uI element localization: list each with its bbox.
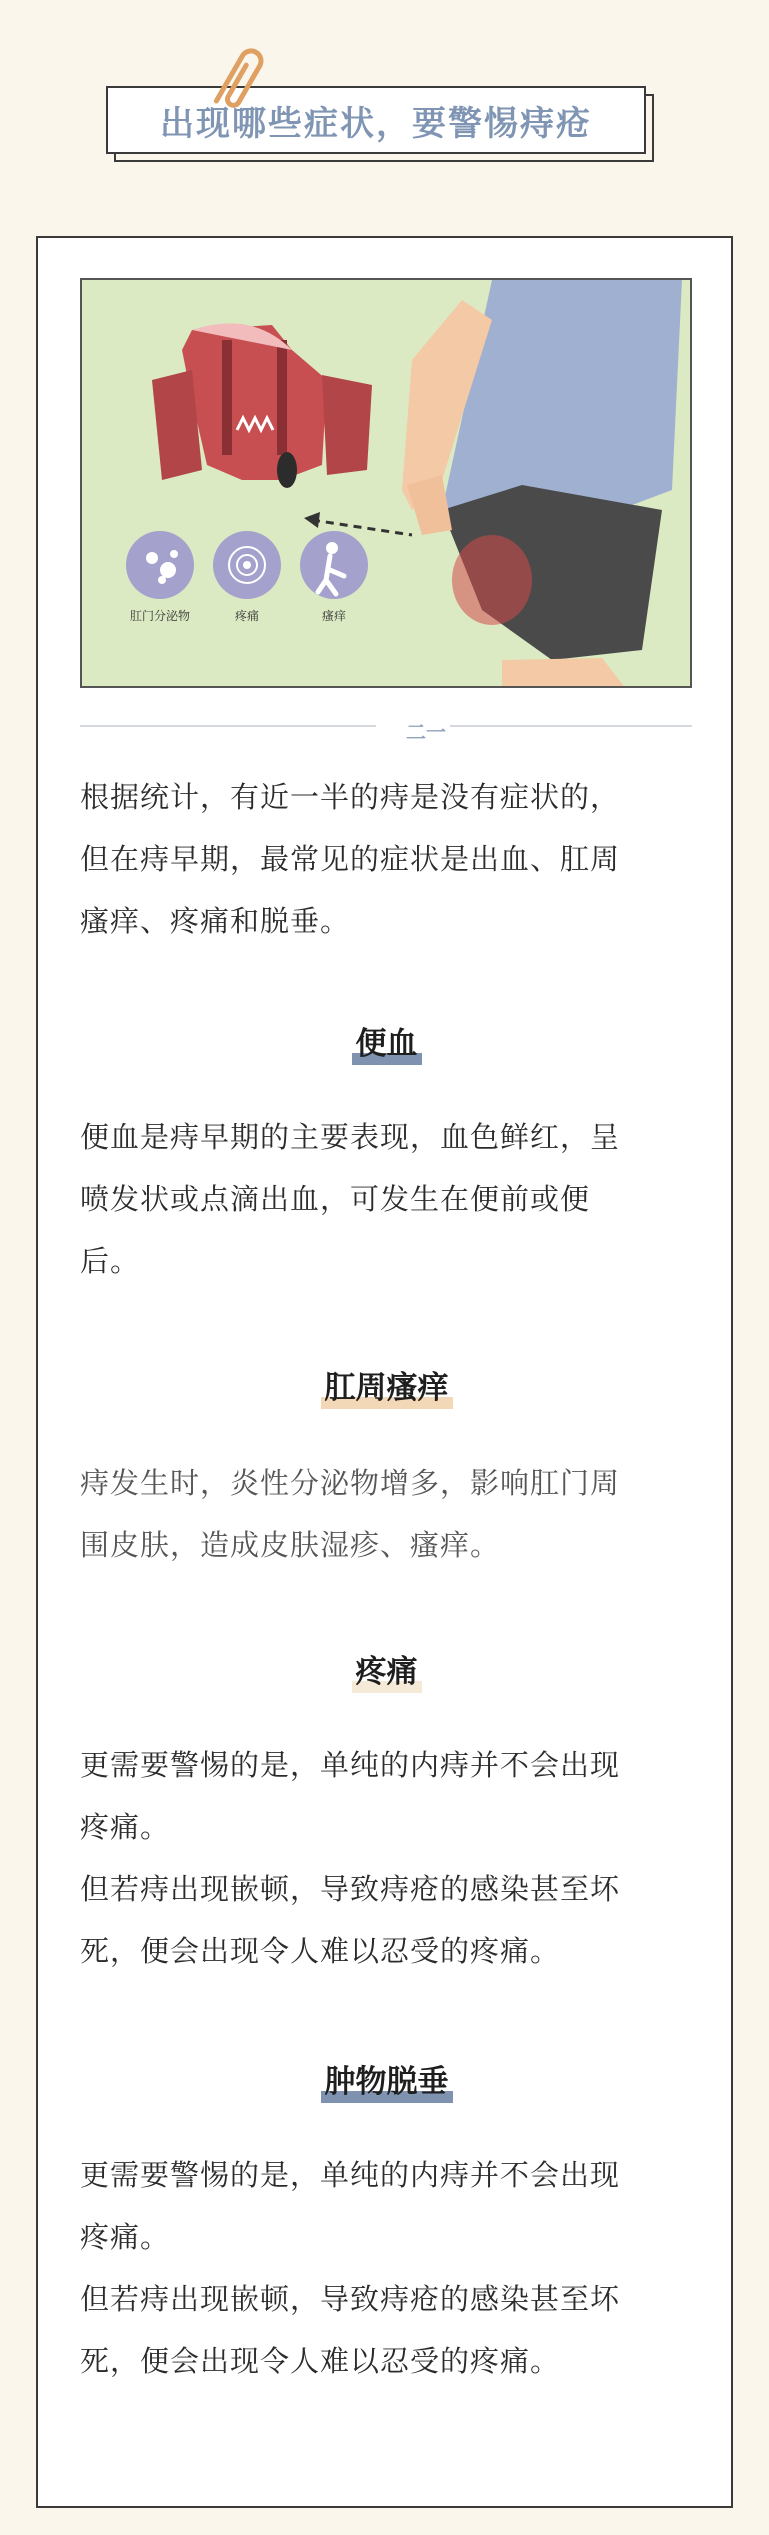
section-heading-itch	[38, 1362, 735, 1407]
text-line: 死，便会出现令人难以忍受的疼痛。	[80, 1934, 561, 1968]
illustration-svg	[82, 280, 692, 688]
svg-text:瘙痒: 瘙痒	[321, 609, 347, 623]
section-heading-blood	[38, 1018, 735, 1063]
content-card	[36, 236, 733, 2508]
symptom-illustration	[80, 278, 692, 688]
section-paragraph-blood	[80, 1106, 700, 1292]
heading-text: 便血	[352, 1018, 422, 1063]
divider-mark: 二一	[406, 720, 446, 744]
heading-text: 肿物脱垂	[321, 2056, 453, 2101]
section-paragraph-prolapse	[80, 2144, 700, 2392]
heading-text: 肛周瘙痒	[321, 1362, 453, 1407]
text-line: 疼痛。	[80, 1810, 171, 1844]
text-line: 但在痔早期，最常见的症状是出血、肛周	[80, 842, 621, 876]
title-banner	[106, 86, 656, 164]
text-line: 但若痔出现嵌顿，导致痔疮的感染甚至坏	[80, 1872, 621, 1906]
section-heading-prolapse	[38, 2056, 735, 2101]
text-line: 围皮肤，造成皮肤湿疹、瘙痒。	[80, 1528, 501, 1562]
section-paragraph-itch	[80, 1452, 700, 1576]
text-line: 便血是痔早期的主要表现，血色鲜红，呈	[80, 1120, 621, 1154]
symptom-icon-secretion	[126, 531, 194, 623]
text-line: 喷发状或点滴出血，可发生在便前或便	[80, 1182, 591, 1216]
text-line: 但若痔出现嵌顿，导致痔疮的感染甚至坏	[80, 2282, 621, 2316]
svg-text:疼痛: 疼痛	[234, 609, 260, 623]
text-line: 瘙痒、疼痛和脱垂。	[80, 904, 351, 938]
text-line: 后。	[80, 1244, 141, 1278]
section-paragraph-pain	[80, 1734, 700, 1982]
text-line: 更需要警惕的是，单纯的内痔并不会出现	[80, 1748, 621, 1782]
section-divider	[80, 716, 692, 744]
title-box	[106, 86, 646, 154]
intro-paragraph	[80, 766, 700, 952]
heading-text: 疼痛	[352, 1646, 422, 1691]
text-line: 疼痛。	[80, 2220, 171, 2254]
text-line: 痔发生时，炎性分泌物增多，影响肛门周	[80, 1466, 621, 1500]
page-title: 出现哪些症状，要警惕痔疮	[160, 103, 592, 144]
svg-text:肛门分泌物: 肛门分泌物	[129, 609, 191, 623]
section-heading-pain	[38, 1646, 735, 1691]
text-line: 更需要警惕的是，单纯的内痔并不会出现	[80, 2158, 621, 2192]
divider-line-left	[80, 725, 376, 727]
text-line: 根据统计，有近一半的痔是没有症状的，	[80, 780, 621, 814]
text-line: 死，便会出现令人难以忍受的疼痛。	[80, 2344, 561, 2378]
divider-line-right	[450, 725, 692, 727]
